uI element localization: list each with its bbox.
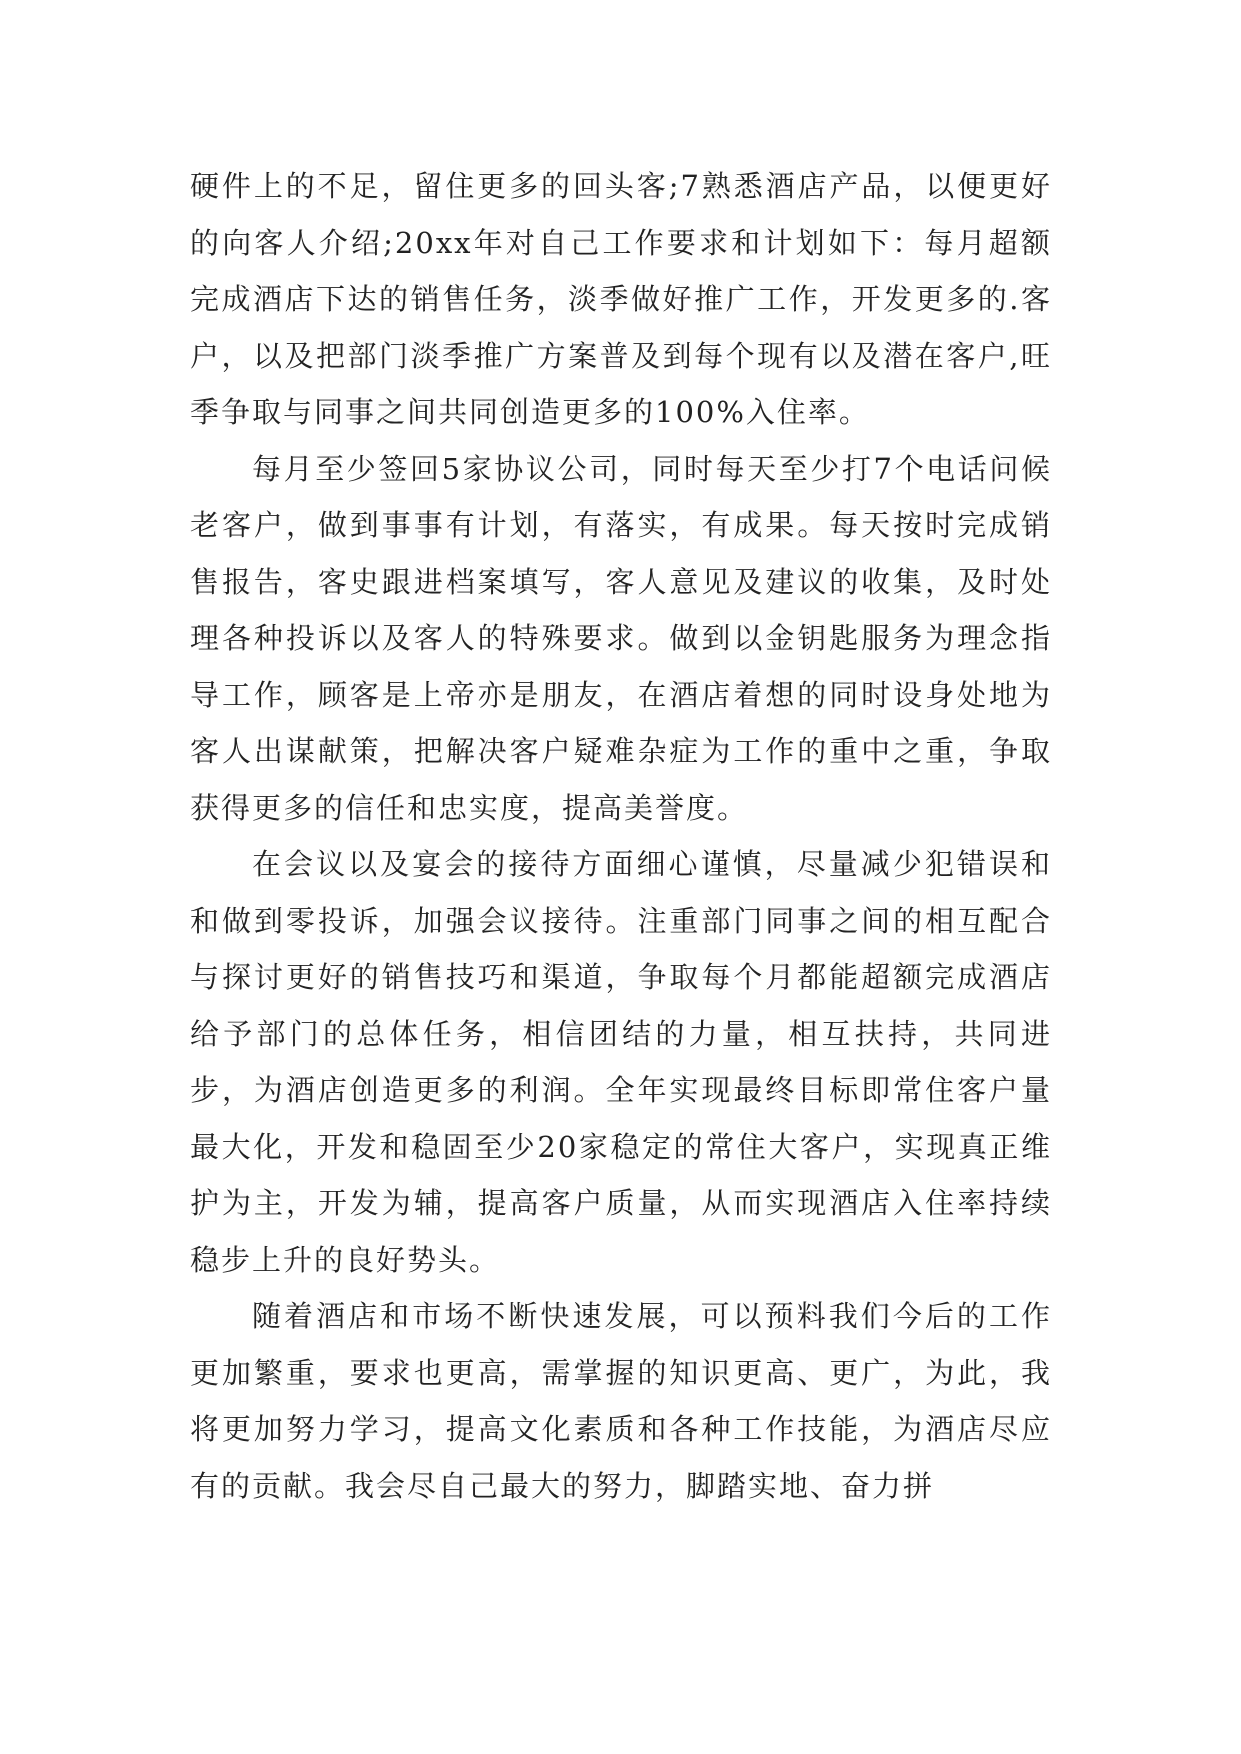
paragraph-meeting-reception: 在会议以及宴会的接待方面细心谨慎，尽量减少犯错误和和做到零投诉，加强会议接待。注重部门同事之间的相互配合与探讨更好的销售技巧和渠道，争取每个月都能超额完成酒店给予部门的总体任务，相信团结的力量，相互扶持，共同进步，为酒店创造更多的利润。全年实现最终目标即常住客户量最大化，开发和稳固至少20家稳定的常住大客户，实现真正维护为主，开发为辅，提高客户质量，从而实现酒店入住率持续稳步上升的良好势头。 bbox=[190, 847, 1052, 1277]
document-body bbox=[190, 158, 1052, 1514]
paragraph-continuation: 硬件上的不足，留住更多的回头客;7熟悉酒店产品，以便更好的向客人介绍;20xx年对自己工作要求和计划如下：每月超额完成酒店下达的销售任务，淡季做好推广工作，开发更多的.客户，以及把部门淡季推广方案普及到每个现有以及潜在客户,旺季争取与同事之间共同创造更多的100%入住率。 bbox=[190, 169, 1052, 429]
paragraph-development: 随着酒店和市场不断快速发展，可以预料我们今后的工作更加繁重，要求也更高，需掌握的知识更高、更广，为此，我将更加努力学习，提高文化素质和各种工作技能，为酒店尽应有的贡献。我会尽自己最大的努力，脚踏实地、奋力拼 bbox=[190, 1299, 1052, 1503]
paragraph-client-visits: 每月至少签回5家协议公司，同时每天至少打7个电话问候老客户，做到事事有计划，有落实，有成果。每天按时完成销售报告，客史跟进档案填写，客人意见及建议的收集，及时处理各种投诉以及客人的特殊要求。做到以金钥匙服务为理念指导工作，顾客是上帝亦是朋友，在酒店着想的同时设身处地为客人出谋献策，把解决客户疑难杂症为工作的重中之重，争取获得更多的信任和忠实度，提高美誉度。 bbox=[190, 451, 1052, 825]
